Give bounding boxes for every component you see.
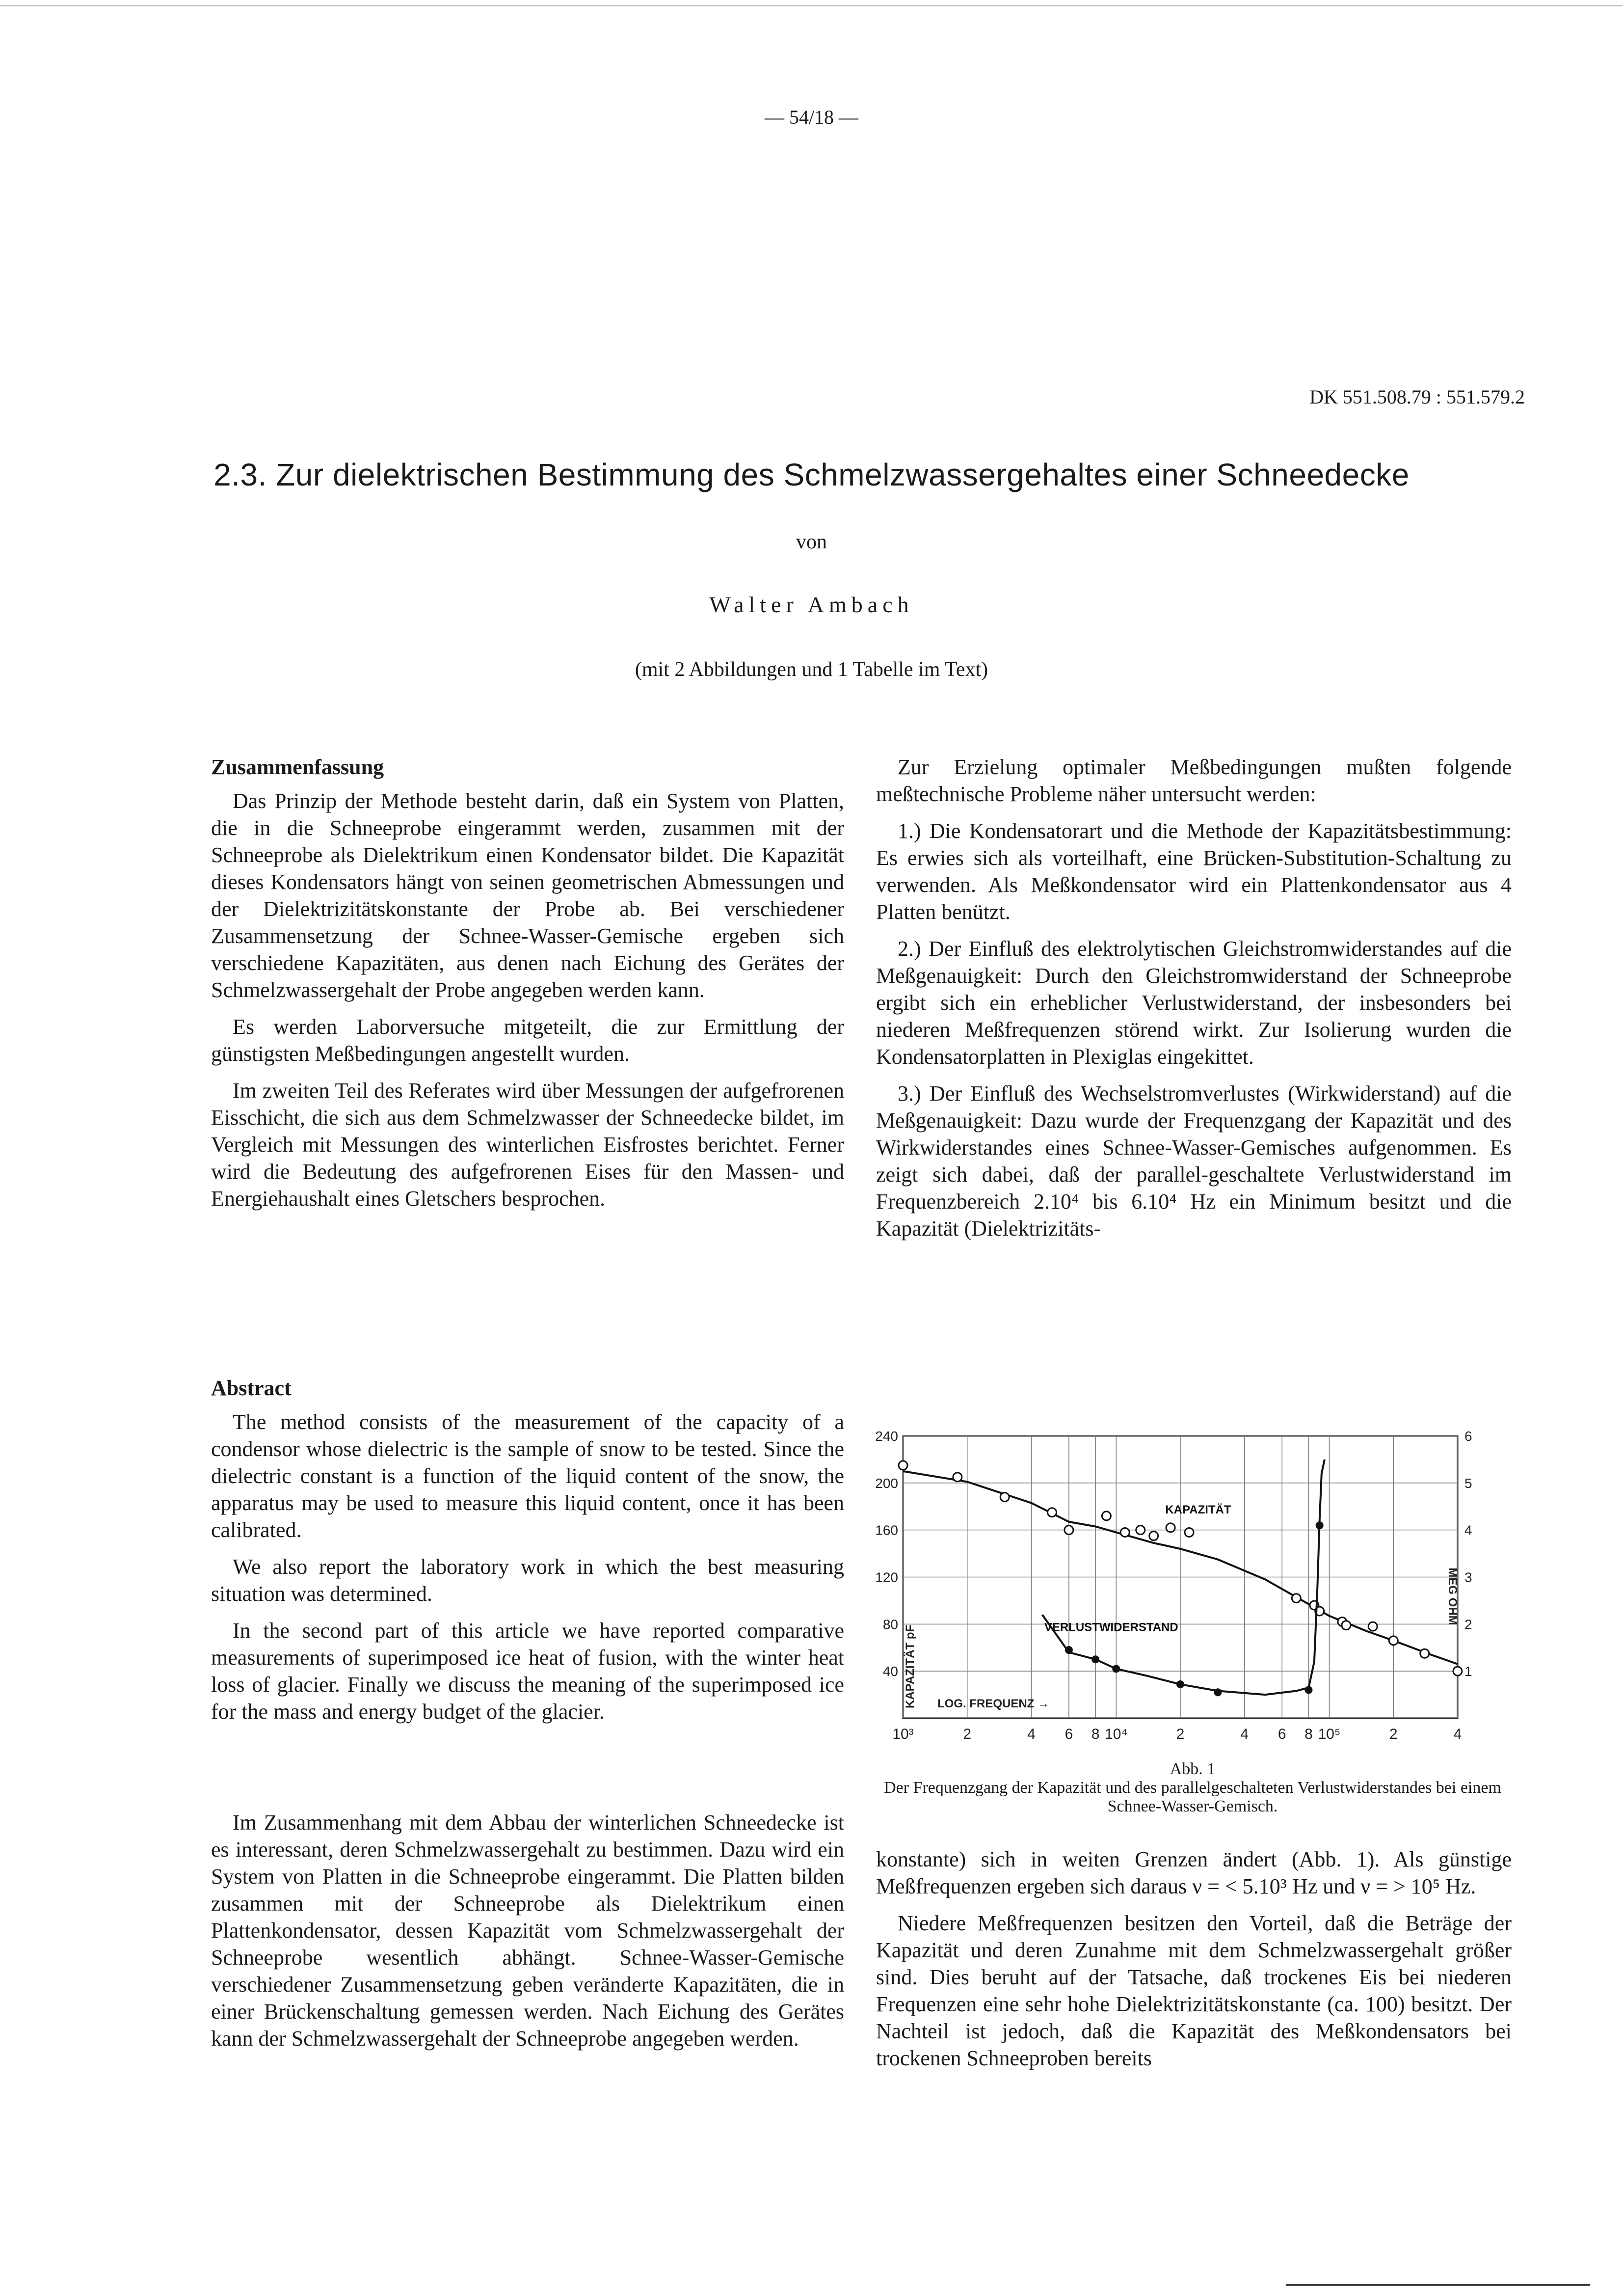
x-tick-label: 4	[1453, 1726, 1462, 1742]
data-point-kapazitaet	[1368, 1622, 1377, 1631]
problem-3: 3.) Der Einfluß des Wechselstromverlustes (Wirkwiderstand) auf die Meßgenauigkeit: Dazu wurde der Frequenzgang der Kapazität und des Wirkwiderstandes eines Schnee-Wasser-Gemisches aufgenommen. Es zeigt sich dabei, daß der parallel-geschaltete Verlustwiderstand im Frequenzbereich 2.10⁴ bis 6.10⁴ Hz ein Minimum besitzt und die Kapazität (Dielektrizitäts-	[876, 1081, 1512, 1241]
byline-von: von	[796, 531, 827, 553]
y-left-axis-label: KAPAZITÄT pF	[904, 1624, 917, 1708]
data-point-kapazitaet	[1389, 1636, 1398, 1645]
body-paragraph-frequencies: Niedere Meßfrequenzen besitzen den Vorteil, daß die Beträge der Kapazität und deren Zunahme mit dem Schmelzwassergehalt größer sind. Dies beruht auf der Tatsache, daß trockenes Eis bei niederen Frequenzen eine sehr hohe Dielektrizitätskonstante (ca. 100) besitzt. Der Nachteil ist jedoch, daß die Kapazität des Meßkondensators bei trockenen Schneeproben bereits	[876, 1911, 1512, 2070]
right-column-top	[876, 754, 1512, 1252]
data-point-kapazitaet	[1185, 1528, 1194, 1537]
y-left-tick-label: 40	[882, 1664, 898, 1679]
data-point-verlustwiderstand	[1112, 1665, 1120, 1673]
data-point-kapazitaet	[953, 1473, 962, 1482]
data-point-kapazitaet	[1453, 1667, 1462, 1675]
author-name: Walter Ambach	[709, 592, 914, 617]
caption-text: Der Frequenzgang der Kapazität und des parallelgeschalteten Verlustwiderstandes bei einem Schnee-Wasser-Gemisch.	[884, 1779, 1501, 1815]
page-number: — 54/18 —	[764, 106, 859, 128]
x-tick-label: 6	[1064, 1726, 1073, 1742]
left-column-abstract	[211, 1375, 844, 1735]
summary-paragraph-3: Im zweiten Teil des Referates wird über Messungen der aufgefrorenen Eisschicht, die sich aus dem Schmelzwasser der Schneedecke bildet, im Vergleich mit Messungen des winterlichen Eisfrostes berichtet. Ferner wird die Bedeutung des aufgefrorenen Eises für den Massen- und Energiehaushalt eines Gletschers besprochen.	[211, 1079, 844, 1211]
data-point-verlustwiderstand	[1214, 1688, 1222, 1696]
y-right-tick-label: 2	[1464, 1617, 1472, 1632]
top-scan-rule	[0, 5, 1623, 6]
data-point-kapazitaet	[1292, 1594, 1301, 1603]
bottom-scan-rule	[1286, 2284, 1590, 2286]
y-right-tick-label: 6	[1464, 1429, 1472, 1444]
x-axis-label: LOG. FREQUENZ →	[937, 1697, 1049, 1710]
y-right-axis-label: MEG OHM	[1446, 1567, 1459, 1625]
data-point-verlustwiderstand	[1176, 1680, 1184, 1688]
y-left-tick-label: 240	[875, 1429, 898, 1444]
left-column-body	[211, 1809, 844, 2062]
y-right-tick-label: 4	[1464, 1522, 1472, 1538]
y-right-tick-label: 5	[1464, 1475, 1472, 1491]
data-point-verlustwiderstand	[1304, 1686, 1312, 1694]
right-column-bottom	[876, 1846, 1512, 2081]
x-tick-label: 10³	[892, 1726, 914, 1742]
y-right-tick-label: 1	[1464, 1664, 1472, 1679]
dk-classification: DK 551.508.79 : 551.579.2	[1309, 386, 1525, 408]
data-point-kapazitaet	[1120, 1528, 1129, 1537]
data-point-verlustwiderstand	[1065, 1646, 1073, 1654]
x-tick-label: 4	[1027, 1726, 1036, 1742]
data-point-kapazitaet	[1149, 1532, 1158, 1540]
x-tick-label: 2	[1389, 1726, 1398, 1742]
abstract-paragraph-3: In the second part of this article we have reported comparative measurements of superimposed ice heat of fusion, with the winter heat loss of glacier. Finally we discuss the meaning of the superimposed ice for the mass and energy budget of the glacier.	[211, 1619, 844, 1724]
figure-count-note: (mit 2 Abbildungen und 1 Tabelle im Text)	[635, 658, 988, 681]
body-continuation: konstante) sich in weiten Grenzen ändert (Abb. 1). Als günstige Meßfrequenzen ergeben sich daraus ν = < 5.10³ Hz und ν = > 10⁵ Hz.	[876, 1847, 1512, 1898]
y-left-tick-label: 80	[882, 1617, 898, 1632]
summary-paragraph-1: Das Prinzip der Methode besteht darin, daß ein System von Platten, die in die Schneeprobe eingerammt werden, zusammen mit der Schneeprobe als Dielektrikum einen Kondensator bildet. Die Kapazität dieses Kondensators hängt von seinen geometrischen Abmessungen und der Dielektrizitätskonstante der Probe ab. Bei verschiedener Zusammensetzung der Schnee-Wasser-Gemische ergeben sich verschiedene Kapazitäten, aus denen nach Eichung des Gerätes der Schmelzwassergehalt der Probe angegeben werden kann.	[211, 789, 844, 1002]
left-column-top	[211, 754, 844, 1222]
y-right-tick-label: 3	[1464, 1569, 1472, 1585]
abstract-paragraph-1: The method consists of the measurement of the capacity of a condensor whose dielectric is the sample of snow to be tested. Since the dielectric constant is a function of the liquid content of the snow, the apparatus may be used to measure this liquid content, once it has been calibrated.	[211, 1410, 844, 1542]
x-tick-label: 10⁵	[1318, 1726, 1341, 1742]
data-point-kapazitaet	[1064, 1526, 1073, 1535]
data-point-kapazitaet	[1342, 1621, 1351, 1630]
y-left-tick-label: 120	[875, 1569, 898, 1585]
x-tick-label: 4	[1240, 1726, 1249, 1742]
x-tick-label: 6	[1277, 1726, 1286, 1742]
y-left-tick-label: 200	[875, 1475, 898, 1491]
series-label-kapazitaet: KAPAZITÄT	[1165, 1503, 1231, 1517]
problem-1: 1.) Die Kondensatorart und die Methode der Kapazitätsbestimmung: Es erwies sich als vorteilhaft, eine Brücken-Substitution-Schaltung zu verwenden. Als Meßkondensator wird ein Plattenkondensator aus 4 Platten benützt.	[876, 819, 1512, 924]
abstract-paragraph-2: We also report the laboratory work in which the best measuring situation was determined.	[211, 1555, 844, 1606]
x-tick-label: 8	[1091, 1726, 1100, 1742]
x-tick-label: 2	[1176, 1726, 1185, 1742]
summary-paragraph-2: Es werden Laborversuche mitgeteilt, die zur Ermittlung der günstigsten Meßbedingungen angestellt wurden.	[211, 1015, 844, 1066]
zusammenfassung-heading: Zusammenfassung	[211, 755, 384, 779]
data-point-kapazitaet	[899, 1461, 907, 1470]
figure-caption	[874, 1760, 1512, 1816]
data-point-verlustwiderstand	[1316, 1521, 1324, 1529]
data-point-kapazitaet	[1420, 1649, 1429, 1658]
data-point-kapazitaet	[1136, 1526, 1145, 1535]
x-tick-label: 2	[963, 1726, 972, 1742]
problems-intro: Zur Erzielung optimaler Meßbedingungen mußten folgende meßtechnische Probleme näher untersucht werden:	[876, 755, 1512, 806]
problem-2: 2.) Der Einfluß des elektrolytischen Gleichstromwiderstandes auf die Meßgenauigkeit: Durch den Gleichstromwiderstand der Schneeprobe ergibt sich ein erheblicher Verlustwiderstand, der insbesonders bei niederen Meßfrequenzen störend wirkt. Zur Isolierung wurden die Kondensatorplatten in Plexiglas eingekittet.	[876, 937, 1512, 1069]
data-point-verlustwiderstand	[1091, 1655, 1099, 1663]
caption-title: Abb. 1	[1170, 1760, 1216, 1778]
abstract-heading: Abstract	[211, 1376, 292, 1400]
x-tick-label: 8	[1304, 1726, 1313, 1742]
data-point-kapazitaet	[1166, 1523, 1175, 1532]
data-point-kapazitaet	[1048, 1508, 1057, 1517]
x-tick-label: 10⁴	[1105, 1726, 1128, 1742]
y-left-tick-label: 160	[875, 1522, 898, 1538]
body-paragraph-1: Im Zusammenhang mit dem Abbau der winterlichen Schneedecke ist es interessant, deren Schmelzwassergehalt zu bestimmen. Dazu wird ein System von Platten in die Schneeprobe eingerammt. Die Platten bilden zusammen mit der Schneeprobe als Dielektrikum einen Plattenkondensator, dessen Kapazität vom Schmelzwassergehalt der Schneeprobe wesentlich abhängt. Schnee-Wasser-Gemische verschiedener Zusammensetzung geben veränderte Kapazitäten, die in einer Brückenschaltung gemessen werden. Nach Eichung des Gerätes kann der Schmelzwassergehalt der Schneeprobe angegeben werden.	[211, 1810, 844, 2051]
data-point-kapazitaet	[1000, 1493, 1009, 1502]
figure-frequency-chart	[874, 1426, 1512, 1765]
article-title: 2.3. Zur dielektrischen Bestimmung des Schmelzwassergehaltes einer Schneedecke	[213, 457, 1410, 492]
data-point-kapazitaet	[1102, 1512, 1111, 1520]
series-label-verlustwiderstand: VERLUSTWIDERSTAND	[1044, 1621, 1178, 1634]
